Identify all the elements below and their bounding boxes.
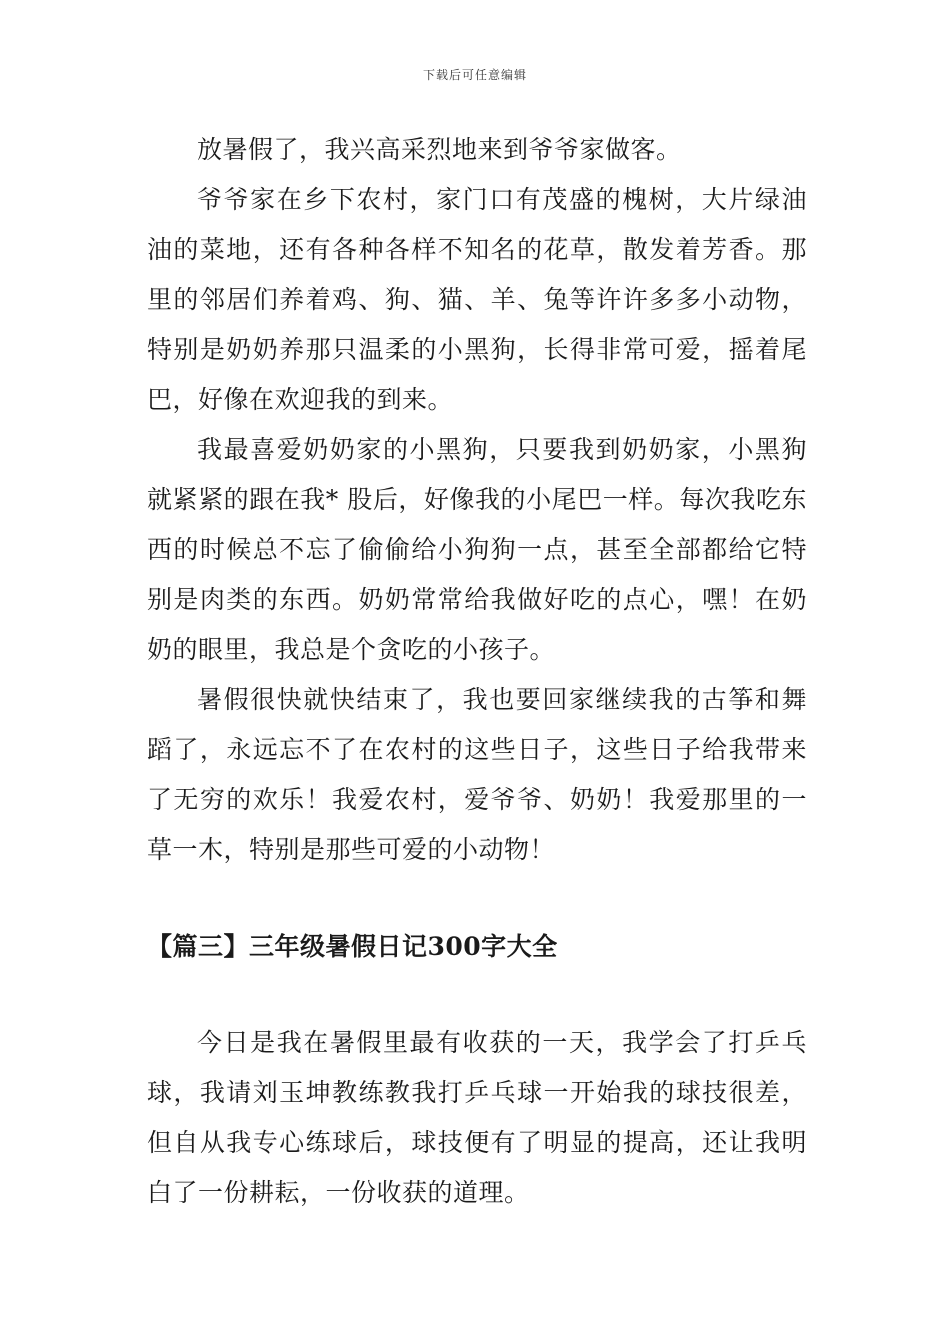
document-body	[147, 125, 807, 1218]
download-note: 下载后可任意编辑	[422, 68, 527, 82]
paragraph: 今日是我在暑假里最有收获的一天，我学会了打乒乓球，我请刘玉坤教练教我打乒乓球一开始我的球技很差，但自从我专心练球后，球技便有了明显的提高，还让我明白了一份耕耘，一份收获的道理。	[147, 1028, 807, 1207]
paragraph: 放暑假了，我兴高采烈地来到爷爷家做客。	[197, 135, 682, 164]
paragraph: 我最喜爱奶奶家的小黑狗，只要我到奶奶家，小黑狗就紧紧的跟在我* 股后，好像我的小尾巴一样。每次我吃东西的时候总不忘了偷偷给小狗狗一点，甚至全部都给它特别是肉类的东西。奶奶常常给我做好吃的点心，嘿！在奶奶的眼里，我总是个贪吃的小孩子。	[147, 435, 807, 664]
section-title: 【篇三】三年级暑假日记300字大全	[147, 932, 558, 961]
paragraph: 暑假很快就快结束了，我也要回家继续我的古筝和舞蹈了，永远忘不了在农村的这些日子，这些日子给我带来了无穷的欢乐！我爱农村，爱爷爷、奶奶！我爱那里的一草一木，特别是那些可爱的小动物！	[147, 685, 807, 864]
spacer	[147, 972, 807, 1018]
spacer	[147, 875, 807, 922]
paragraph: 爷爷家在乡下农村，家门口有茂盛的槐树，大片绿油油的菜地，还有各种各样不知名的花草，散发着芳香。那里的邻居们养着鸡、狗、猫、羊、兔等许许多多小动物，特别是奶奶养那只温柔的小黑狗，长得非常可爱，摇着尾巴，好像在欢迎我的到来。	[147, 185, 807, 414]
